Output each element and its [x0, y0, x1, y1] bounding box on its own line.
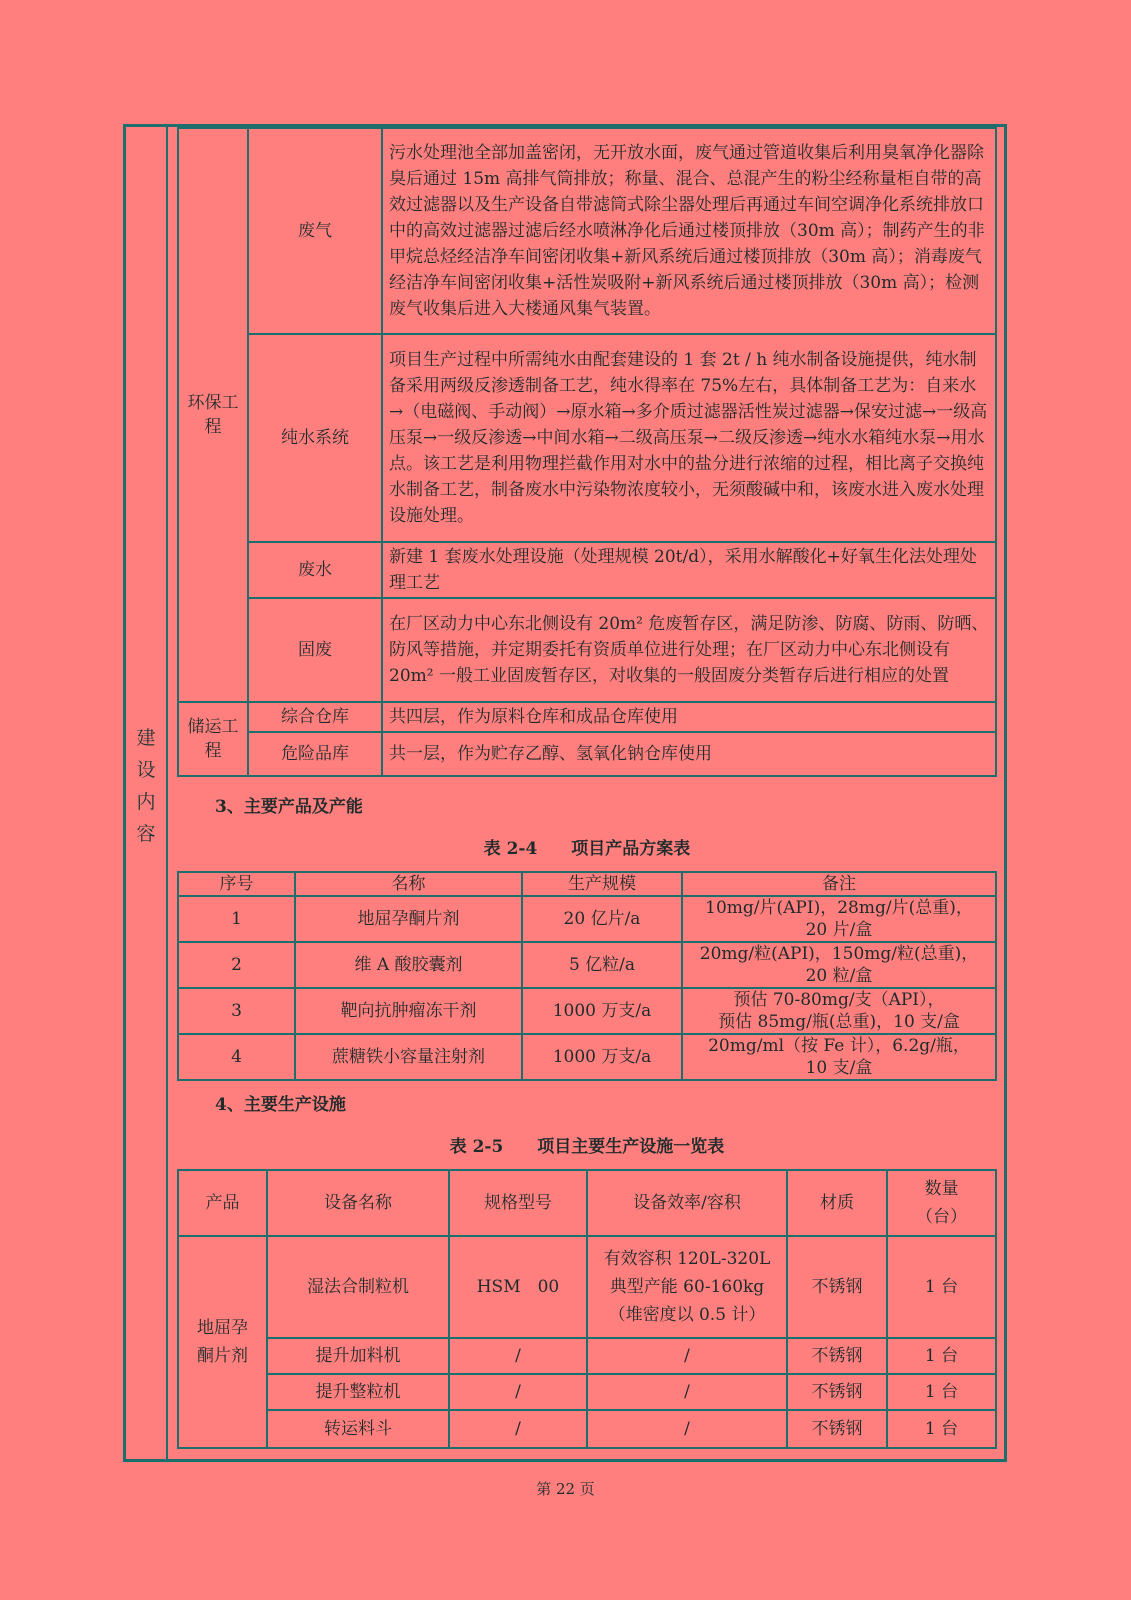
- cell-material: 不锈钢: [787, 1410, 887, 1448]
- cell-note: [682, 896, 996, 942]
- page-frame: [123, 124, 1007, 1462]
- table-caption: 表 2-5 项目主要生产设施一览表: [449, 1137, 725, 1157]
- side-label-char: 容: [136, 823, 156, 845]
- capacity-line: 典型产能 60-160kg: [609, 1277, 765, 1297]
- capacity-line: （堆密度以 0.5 计）: [608, 1305, 766, 1325]
- cell-material: 不锈钢: [787, 1374, 887, 1410]
- cell-name: 蔗糖铁小容量注射剂: [295, 1034, 522, 1080]
- cell-name: 维 A 酸胶囊剂: [295, 942, 522, 988]
- cell-scale: 5 亿粒/a: [522, 942, 682, 988]
- cell-scale: 20 亿片/a: [522, 896, 682, 942]
- cell-model: /: [449, 1410, 587, 1448]
- cell-note: [682, 988, 996, 1034]
- header-cell: 设备效率/容积: [587, 1170, 787, 1236]
- side-label: [126, 722, 166, 850]
- note-line: 20 片/盒: [805, 920, 873, 940]
- table-row: [178, 1374, 996, 1410]
- row-desc: 新建 1 套废水处理设施（处理规模 20t/d），采用水解酸化+好氧生化法处理处理工艺: [382, 542, 996, 598]
- cell-capacity: [587, 1236, 787, 1338]
- row-name: 废水: [248, 542, 382, 598]
- cell-qty: 1 台: [887, 1374, 996, 1410]
- content-area: [177, 127, 997, 1449]
- row-name: 综合仓库: [248, 702, 382, 732]
- side-label-char: 建: [136, 727, 156, 749]
- note-line: 20mg/ml（按 Fe 计），6.2g/瓶，: [708, 1036, 970, 1056]
- table-row: [178, 1236, 996, 1338]
- facility-table: [177, 1169, 997, 1449]
- header-cell: 规格型号: [449, 1170, 587, 1236]
- category-cell: 环保工程: [178, 128, 248, 702]
- row-desc: 共一层，作为贮存乙醇、氢氧化钠仓库使用: [382, 732, 996, 776]
- table-row: [178, 942, 996, 988]
- header-cell: 名称: [295, 872, 522, 896]
- cell-no: 3: [178, 988, 295, 1034]
- note-line: 10 支/盒: [805, 1058, 873, 1078]
- row-name: 废气: [248, 128, 382, 334]
- note-line: 预估 85mg/瓶(总重)，10 支/盒: [718, 1012, 960, 1032]
- table-row: [178, 988, 996, 1034]
- note-line: 20mg/粒(API)，150mg/粒(总重)，: [699, 944, 979, 964]
- cell-scale: 1000 万支/a: [522, 1034, 682, 1080]
- table-row: [178, 598, 996, 702]
- table-caption: 表 2-4 项目产品方案表: [483, 839, 691, 859]
- note-line: 20 粒/盒: [805, 966, 873, 986]
- table-row: [178, 542, 996, 598]
- table-row: [178, 1410, 996, 1448]
- row-desc: 共四层，作为原料仓库和成品仓库使用: [382, 702, 996, 732]
- cell-capacity: /: [587, 1410, 787, 1448]
- cell-name: 提升整粒机: [267, 1374, 449, 1410]
- table-row: [178, 1034, 996, 1080]
- table-header-row: [178, 1170, 996, 1236]
- page-number: 第 22 页: [536, 1480, 595, 1498]
- cell-scale: 1000 万支/a: [522, 988, 682, 1034]
- note-line: 10mg/片(API)，28mg/片(总重)，: [705, 898, 973, 918]
- cell-qty: 1 台: [887, 1338, 996, 1374]
- cell-name: 地屈孕酮片剂: [295, 896, 522, 942]
- cell-no: 1: [178, 896, 295, 942]
- row-name: 危险品库: [248, 732, 382, 776]
- product-plan-table: [177, 871, 997, 1081]
- section-heading: 3、主要产品及产能: [215, 797, 363, 817]
- cell-model: HSM 00: [449, 1236, 587, 1338]
- cell-no: 2: [178, 942, 295, 988]
- category-cell: 储运工程: [178, 702, 248, 776]
- header-line: （台）: [916, 1207, 967, 1227]
- header-cell: 备注: [682, 872, 996, 896]
- row-name: 纯水系统: [248, 334, 382, 542]
- row-desc: 在厂区动力中心东北侧设有 20m² 危废暂存区，满足防渗、防腐、防雨、防晒、防风等措施，并定期委托有资质单位进行处理；在厂区动力中心东北侧设有 20m² 一般工业固废暂存区，对收集的一般固废分类暂存后进行相应的处置: [382, 598, 996, 702]
- row-desc: 项目生产过程中所需纯水由配套建设的 1 套 2t / h 纯水制备设施提供，纯水制备采用两级反渗透制备工艺，纯水得率在 75%左右，具体制备工艺为：自来水→（电磁阀、手动阀）→原水箱→多介质过滤器活性炭过滤器→保安过滤→一级高压泵→一级反渗透→中间水箱→二级高压泵→二级反渗透→纯水水箱纯水泵→用水点。该工艺是利用物理拦截作用对水中的盐分进行浓缩的过程，相比离子交换纯水制备工艺，制备废水中污染物浓度较小，无须酸碱中和，该废水进入废水处理设施处理。: [382, 334, 996, 542]
- product-cell: 地屈孕酮片剂: [178, 1236, 267, 1448]
- cell-model: /: [449, 1338, 587, 1374]
- cell-qty: 1 台: [887, 1236, 996, 1338]
- env-engineering-table: [177, 127, 997, 777]
- table-header-row: [178, 872, 996, 896]
- side-label-char: 设: [136, 759, 156, 781]
- cell-no: 4: [178, 1034, 295, 1080]
- row-desc: 污水处理池全部加盖密闭，无开放水面，废气通过管道收集后利用臭氧净化器除臭后通过 15m 高排气筒排放；称量、混合、总混产生的粉尘经称量柜自带的高效过滤器以及生产设备自带滤筒式除尘器处理后再通过车间空调净化系统排放口中的高效过滤器过滤后经水喷淋净化后通过楼顶排放（30m 高）；制药产生的非甲烷总烃经洁净车间密闭收集+新风系统后通过楼顶排放（30m 高）；消毒废气经洁净车间密闭收集+活性炭吸附+新风系统后通过楼顶排放（30m 高）；检测废气收集后进入大楼通风集气装置。: [382, 128, 996, 334]
- cell-capacity: /: [587, 1374, 787, 1410]
- cell-capacity: /: [587, 1338, 787, 1374]
- table-row: [178, 896, 996, 942]
- header-cell: 设备名称: [267, 1170, 449, 1236]
- cell-note: [682, 1034, 996, 1080]
- note-line: 预估 70-80mg/支（API），: [733, 990, 945, 1010]
- header-cell: [887, 1170, 996, 1236]
- cell-note: [682, 942, 996, 988]
- cell-qty: 1 台: [887, 1410, 996, 1448]
- capacity-line: 有效容积 120L-320L: [603, 1249, 771, 1269]
- cell-name: 湿法合制粒机: [267, 1236, 449, 1338]
- header-cell: 序号: [178, 872, 295, 896]
- cell-material: 不锈钢: [787, 1236, 887, 1338]
- header-cell: 材质: [787, 1170, 887, 1236]
- table-row: [178, 334, 996, 542]
- cell-model: /: [449, 1374, 587, 1410]
- table-row: [178, 1338, 996, 1374]
- cell-name: 靶向抗肿瘤冻干剂: [295, 988, 522, 1034]
- table-row: [178, 702, 996, 732]
- header-cell: 产品: [178, 1170, 267, 1236]
- table-row: [178, 732, 996, 776]
- table-row: [178, 128, 996, 334]
- header-cell: 生产规模: [522, 872, 682, 896]
- section-heading: 4、主要生产设施: [215, 1095, 346, 1115]
- cell-name: 转运料斗: [267, 1410, 449, 1448]
- header-line: 数量: [924, 1179, 959, 1199]
- cell-name: 提升加料机: [267, 1338, 449, 1374]
- row-name: 固废: [248, 598, 382, 702]
- side-column: [126, 127, 168, 1459]
- side-label-char: 内: [136, 791, 156, 813]
- cell-material: 不锈钢: [787, 1338, 887, 1374]
